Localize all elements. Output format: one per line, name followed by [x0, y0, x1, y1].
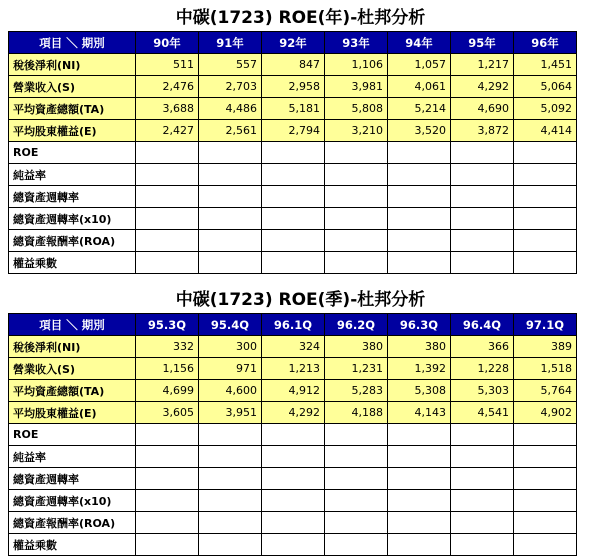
value-cell: 4,690: [451, 98, 514, 120]
value-cell: 4,486: [199, 98, 262, 120]
table-row: [9, 424, 577, 446]
empty-cell: [514, 164, 577, 186]
row-label: 營業收入(S): [9, 358, 136, 380]
value-cell: 1,156: [136, 358, 199, 380]
empty-cell: [388, 186, 451, 208]
table-row: [9, 76, 577, 98]
empty-cell: [388, 490, 451, 512]
value-cell: 1,213: [262, 358, 325, 380]
table-row: [9, 336, 577, 358]
value-cell: 4,902: [514, 402, 577, 424]
row-label: 稅後淨利(NI): [9, 336, 136, 358]
value-cell: 5,064: [514, 76, 577, 98]
value-cell: 5,808: [325, 98, 388, 120]
value-cell: 5,764: [514, 380, 577, 402]
row-label: ROE: [9, 142, 136, 164]
empty-cell: [136, 252, 199, 274]
empty-cell: [262, 186, 325, 208]
value-cell: 2,427: [136, 120, 199, 142]
empty-cell: [514, 446, 577, 468]
table-row: [9, 446, 577, 468]
empty-cell: [325, 468, 388, 490]
row-label: 總資產報酬率(ROA): [9, 512, 136, 534]
value-cell: 4,061: [388, 76, 451, 98]
row-label: 營業收入(S): [9, 76, 136, 98]
value-cell: 1,231: [325, 358, 388, 380]
empty-cell: [262, 252, 325, 274]
value-cell: 1,217: [451, 54, 514, 76]
value-cell: 3,520: [388, 120, 451, 142]
table-row: [9, 98, 577, 120]
empty-cell: [451, 424, 514, 446]
empty-cell: [451, 446, 514, 468]
table-row: [9, 208, 577, 230]
row-label: 平均股東權益(E): [9, 402, 136, 424]
empty-cell: [451, 230, 514, 252]
empty-cell: [325, 534, 388, 556]
empty-cell: [199, 142, 262, 164]
value-cell: 5,214: [388, 98, 451, 120]
empty-cell: [514, 468, 577, 490]
value-cell: 380: [325, 336, 388, 358]
row-label: 總資產週轉率: [9, 186, 136, 208]
empty-cell: [388, 512, 451, 534]
empty-cell: [451, 142, 514, 164]
empty-cell: [262, 230, 325, 252]
table-row: [9, 252, 577, 274]
value-cell: 2,794: [262, 120, 325, 142]
table-row: [9, 468, 577, 490]
empty-cell: [262, 512, 325, 534]
period-header: 96.1Q: [262, 314, 325, 336]
empty-cell: [388, 208, 451, 230]
header-row: [9, 32, 577, 54]
value-cell: 971: [199, 358, 262, 380]
empty-cell: [325, 424, 388, 446]
value-cell: 557: [199, 54, 262, 76]
period-header: 95.3Q: [136, 314, 199, 336]
empty-cell: [514, 424, 577, 446]
value-cell: 2,561: [199, 120, 262, 142]
period-header: 90年: [136, 32, 199, 54]
row-label: 稅後淨利(NI): [9, 54, 136, 76]
empty-cell: [325, 186, 388, 208]
empty-cell: [325, 252, 388, 274]
empty-cell: [514, 252, 577, 274]
value-cell: 324: [262, 336, 325, 358]
empty-cell: [136, 446, 199, 468]
value-cell: 1,057: [388, 54, 451, 76]
empty-cell: [325, 208, 388, 230]
value-cell: 300: [199, 336, 262, 358]
row-label: 平均資產總額(TA): [9, 380, 136, 402]
empty-cell: [514, 230, 577, 252]
table-row: [9, 402, 577, 424]
value-cell: 4,292: [262, 402, 325, 424]
empty-cell: [136, 164, 199, 186]
value-cell: 2,958: [262, 76, 325, 98]
row-label: 總資產報酬率(ROA): [9, 230, 136, 252]
empty-cell: [262, 468, 325, 490]
value-cell: 4,292: [451, 76, 514, 98]
empty-cell: [262, 534, 325, 556]
empty-cell: [136, 230, 199, 252]
table-row: [9, 164, 577, 186]
empty-cell: [262, 446, 325, 468]
empty-cell: [325, 142, 388, 164]
empty-cell: [451, 252, 514, 274]
annual-dupont-table: [8, 31, 577, 274]
period-header: 93年: [325, 32, 388, 54]
period-header: 95年: [451, 32, 514, 54]
empty-cell: [199, 186, 262, 208]
empty-cell: [325, 164, 388, 186]
empty-cell: [262, 164, 325, 186]
header-row: [9, 314, 577, 336]
empty-cell: [199, 490, 262, 512]
value-cell: 3,688: [136, 98, 199, 120]
empty-cell: [136, 490, 199, 512]
value-cell: 5,308: [388, 380, 451, 402]
value-cell: 4,414: [514, 120, 577, 142]
empty-cell: [388, 424, 451, 446]
value-cell: 847: [262, 54, 325, 76]
value-cell: 2,476: [136, 76, 199, 98]
value-cell: 366: [451, 336, 514, 358]
value-cell: 5,303: [451, 380, 514, 402]
empty-cell: [136, 186, 199, 208]
value-cell: 4,600: [199, 380, 262, 402]
period-header: 96.2Q: [325, 314, 388, 336]
empty-cell: [199, 424, 262, 446]
value-cell: 511: [136, 54, 199, 76]
value-cell: 4,541: [451, 402, 514, 424]
empty-cell: [388, 252, 451, 274]
empty-cell: [325, 512, 388, 534]
empty-cell: [451, 468, 514, 490]
value-cell: 4,699: [136, 380, 199, 402]
empty-cell: [136, 208, 199, 230]
empty-cell: [388, 446, 451, 468]
value-cell: 1,392: [388, 358, 451, 380]
empty-cell: [451, 490, 514, 512]
value-cell: 1,451: [514, 54, 577, 76]
empty-cell: [514, 534, 577, 556]
empty-cell: [199, 468, 262, 490]
annual-table-title: 中碳(1723) ROE(年)-杜邦分析: [175, 8, 426, 28]
empty-cell: [388, 534, 451, 556]
quarterly-dupont-table: [8, 313, 577, 556]
empty-cell: [325, 446, 388, 468]
empty-cell: [262, 208, 325, 230]
corner-header: 項目 ＼ 期別: [9, 32, 136, 54]
table-row: [9, 120, 577, 142]
value-cell: 380: [388, 336, 451, 358]
period-header: 91年: [199, 32, 262, 54]
empty-cell: [199, 230, 262, 252]
empty-cell: [199, 164, 262, 186]
empty-cell: [199, 208, 262, 230]
row-label: 總資產週轉率(x10): [9, 208, 136, 230]
period-header: 97.1Q: [514, 314, 577, 336]
table-row: [9, 358, 577, 380]
value-cell: 332: [136, 336, 199, 358]
empty-cell: [514, 512, 577, 534]
table-row: [9, 534, 577, 556]
empty-cell: [136, 512, 199, 534]
row-label: 純益率: [9, 164, 136, 186]
value-cell: 1,518: [514, 358, 577, 380]
row-label: 純益率: [9, 446, 136, 468]
value-cell: 4,912: [262, 380, 325, 402]
empty-cell: [514, 186, 577, 208]
value-cell: 5,092: [514, 98, 577, 120]
row-label: 總資產週轉率: [9, 468, 136, 490]
empty-cell: [388, 142, 451, 164]
value-cell: 4,188: [325, 402, 388, 424]
value-cell: 3,605: [136, 402, 199, 424]
empty-cell: [388, 164, 451, 186]
empty-cell: [136, 142, 199, 164]
value-cell: 389: [514, 336, 577, 358]
value-cell: 3,951: [199, 402, 262, 424]
empty-cell: [451, 164, 514, 186]
value-cell: 2,703: [199, 76, 262, 98]
row-label: 權益乘數: [9, 534, 136, 556]
table-row: [9, 142, 577, 164]
empty-cell: [451, 512, 514, 534]
row-label: 總資產週轉率(x10): [9, 490, 136, 512]
value-cell: 3,872: [451, 120, 514, 142]
empty-cell: [262, 142, 325, 164]
value-cell: 3,981: [325, 76, 388, 98]
table-row: [9, 54, 577, 76]
table-row: [9, 380, 577, 402]
empty-cell: [262, 490, 325, 512]
empty-cell: [388, 230, 451, 252]
empty-cell: [451, 186, 514, 208]
period-header: 96.4Q: [451, 314, 514, 336]
empty-cell: [325, 490, 388, 512]
empty-cell: [262, 424, 325, 446]
table-row: [9, 512, 577, 534]
empty-cell: [514, 208, 577, 230]
empty-cell: [136, 424, 199, 446]
empty-cell: [199, 446, 262, 468]
quarterly-table-title: 中碳(1723) ROE(季)-杜邦分析: [175, 290, 426, 310]
period-header: 95.4Q: [199, 314, 262, 336]
row-label: 平均資產總額(TA): [9, 98, 136, 120]
value-cell: 5,181: [262, 98, 325, 120]
table-row: [9, 186, 577, 208]
table-row: [9, 230, 577, 252]
value-cell: 3,210: [325, 120, 388, 142]
period-header: 92年: [262, 32, 325, 54]
empty-cell: [514, 142, 577, 164]
empty-cell: [136, 468, 199, 490]
empty-cell: [451, 534, 514, 556]
period-header: 96.3Q: [388, 314, 451, 336]
empty-cell: [514, 490, 577, 512]
empty-cell: [199, 534, 262, 556]
corner-header: 項目 ＼ 期別: [9, 314, 136, 336]
empty-cell: [199, 252, 262, 274]
empty-cell: [199, 512, 262, 534]
empty-cell: [388, 468, 451, 490]
row-label: ROE: [9, 424, 136, 446]
period-header: 94年: [388, 32, 451, 54]
empty-cell: [136, 534, 199, 556]
row-label: 權益乘數: [9, 252, 136, 274]
value-cell: 1,228: [451, 358, 514, 380]
empty-cell: [451, 208, 514, 230]
table-row: [9, 490, 577, 512]
period-header: 96年: [514, 32, 577, 54]
row-label: 平均股東權益(E): [9, 120, 136, 142]
empty-cell: [325, 230, 388, 252]
value-cell: 5,283: [325, 380, 388, 402]
value-cell: 1,106: [325, 54, 388, 76]
value-cell: 4,143: [388, 402, 451, 424]
